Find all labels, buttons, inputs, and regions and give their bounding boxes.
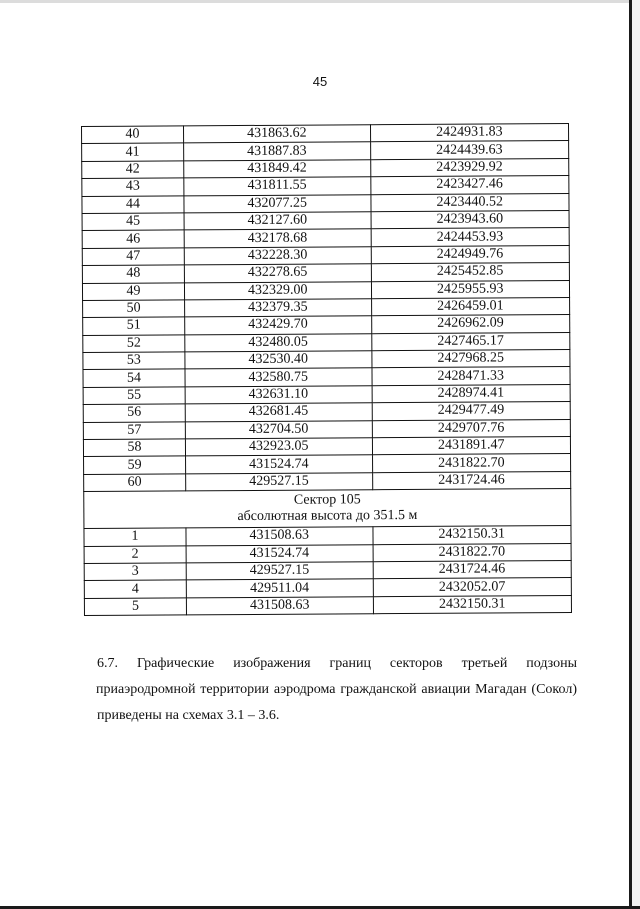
point-number-cell: 2 — [84, 545, 186, 563]
point-number-cell: 47 — [82, 248, 184, 266]
point-number-cell: 53 — [83, 352, 185, 370]
point-number-cell: 46 — [82, 230, 184, 248]
y-coordinate-cell: 2431724.46 — [373, 560, 572, 579]
x-coordinate-cell: 432480.05 — [185, 333, 372, 352]
y-coordinate-cell: 2431822.70 — [373, 543, 572, 562]
x-coordinate-cell: 431863.62 — [183, 125, 370, 144]
x-coordinate-cell: 432704.50 — [185, 420, 372, 439]
x-coordinate-cell: 432178.68 — [184, 229, 371, 248]
sector-subtitle: абсолютная высота до 351.5 м — [237, 508, 418, 525]
sector-header-cell — [84, 489, 571, 529]
y-coordinate-cell: 2425452.85 — [371, 263, 570, 282]
point-number-cell: 43 — [82, 178, 184, 196]
x-coordinate-cell: 432530.40 — [185, 351, 372, 370]
table-row — [84, 595, 571, 615]
x-coordinate-cell: 431524.74 — [186, 544, 373, 563]
point-number-cell: 55 — [83, 387, 185, 405]
y-coordinate-cell: 2424931.83 — [370, 124, 569, 143]
x-coordinate-cell: 431887.83 — [184, 142, 371, 161]
y-coordinate-cell: 2427968.25 — [371, 350, 570, 369]
point-number-cell: 52 — [83, 335, 185, 353]
y-coordinate-cell: 2423427.46 — [370, 176, 569, 195]
paragraph-line-1: 6.7. Графические изображения границ секторов третьей подзоны — [97, 656, 577, 671]
sector-header-row — [84, 489, 571, 529]
x-coordinate-cell: 429527.15 — [186, 562, 373, 581]
point-number-cell: 42 — [82, 161, 184, 179]
x-coordinate-cell: 431508.63 — [186, 596, 373, 615]
point-number-cell: 60 — [84, 474, 186, 492]
paragraph-6-7 — [97, 651, 577, 729]
y-coordinate-cell: 2432052.07 — [373, 578, 572, 597]
coordinates-rows-b — [84, 526, 572, 616]
page-number: 45 — [312, 74, 328, 89]
x-coordinate-cell: 429511.04 — [186, 579, 373, 598]
point-number-cell: 49 — [82, 282, 184, 300]
x-coordinate-cell: 431508.63 — [186, 527, 373, 546]
y-coordinate-cell: 2425955.93 — [371, 280, 570, 299]
x-coordinate-cell: 432923.05 — [185, 438, 372, 457]
scan-margin-right — [632, 0, 640, 909]
x-coordinate-cell: 432681.45 — [185, 403, 372, 422]
point-number-cell: 57 — [83, 422, 185, 440]
y-coordinate-cell: 2429477.49 — [372, 402, 571, 421]
scan-edge-top — [0, 0, 640, 3]
coordinates-table — [81, 123, 572, 616]
y-coordinate-cell: 2432150.31 — [373, 595, 572, 614]
coordinates-rows-a — [82, 124, 571, 492]
x-coordinate-cell: 429527.15 — [186, 473, 373, 492]
x-coordinate-cell: 432631.10 — [185, 386, 372, 405]
x-coordinate-cell: 431849.42 — [184, 160, 371, 179]
x-coordinate-cell: 432329.00 — [184, 281, 371, 300]
y-coordinate-cell: 2431724.46 — [372, 471, 571, 490]
scan-edge-right — [629, 0, 632, 909]
x-coordinate-cell: 432379.35 — [185, 299, 372, 318]
y-coordinate-cell: 2424453.93 — [371, 228, 570, 247]
x-coordinate-cell: 432580.75 — [185, 368, 372, 387]
point-number-cell: 41 — [82, 143, 184, 161]
y-coordinate-cell: 2428471.33 — [372, 367, 571, 386]
point-number-cell: 48 — [82, 265, 184, 283]
point-number-cell: 1 — [84, 528, 186, 546]
x-coordinate-cell: 432228.30 — [184, 246, 371, 265]
y-coordinate-cell: 2424949.76 — [371, 245, 570, 264]
sector-header — [84, 489, 571, 529]
y-coordinate-cell: 2426459.01 — [371, 297, 570, 316]
x-coordinate-cell: 432077.25 — [184, 194, 371, 213]
y-coordinate-cell: 2423440.52 — [370, 193, 569, 212]
y-coordinate-cell: 2426962.09 — [371, 315, 570, 334]
point-number-cell: 56 — [83, 404, 185, 422]
x-coordinate-cell: 431524.74 — [186, 455, 373, 474]
point-number-cell: 50 — [83, 300, 185, 318]
y-coordinate-cell: 2432150.31 — [372, 526, 571, 545]
point-number-cell: 54 — [83, 369, 185, 387]
point-number-cell: 40 — [82, 126, 184, 144]
point-number-cell: 44 — [82, 195, 184, 213]
paragraph-line-3: приведены на схемах 3.1 – 3.6. — [97, 708, 280, 723]
point-number-cell: 5 — [84, 598, 186, 616]
x-coordinate-cell: 432278.65 — [184, 264, 371, 283]
y-coordinate-cell: 2428974.41 — [372, 384, 571, 403]
sector-title: Сектор 105 — [293, 492, 361, 508]
y-coordinate-cell: 2429707.76 — [372, 419, 571, 438]
y-coordinate-cell: 2431822.70 — [372, 454, 571, 473]
x-coordinate-cell: 432127.60 — [184, 212, 371, 231]
y-coordinate-cell: 2427465.17 — [371, 332, 570, 351]
point-number-cell: 45 — [82, 213, 184, 231]
y-coordinate-cell: 2431891.47 — [372, 437, 571, 456]
y-coordinate-cell: 2424439.63 — [370, 141, 569, 160]
y-coordinate-cell: 2423929.92 — [370, 158, 569, 177]
point-number-cell: 4 — [84, 580, 186, 598]
x-coordinate-cell: 432429.70 — [185, 316, 372, 335]
x-coordinate-cell: 431811.55 — [184, 177, 371, 196]
paragraph-line-2: приаэродромной территории аэродрома гражданской авиации Магадан (Сокол) — [96, 682, 577, 697]
point-number-cell: 59 — [84, 456, 186, 474]
point-number-cell: 58 — [83, 439, 185, 457]
y-coordinate-cell: 2423943.60 — [371, 210, 570, 229]
point-number-cell: 3 — [84, 563, 186, 581]
point-number-cell: 51 — [83, 317, 185, 335]
